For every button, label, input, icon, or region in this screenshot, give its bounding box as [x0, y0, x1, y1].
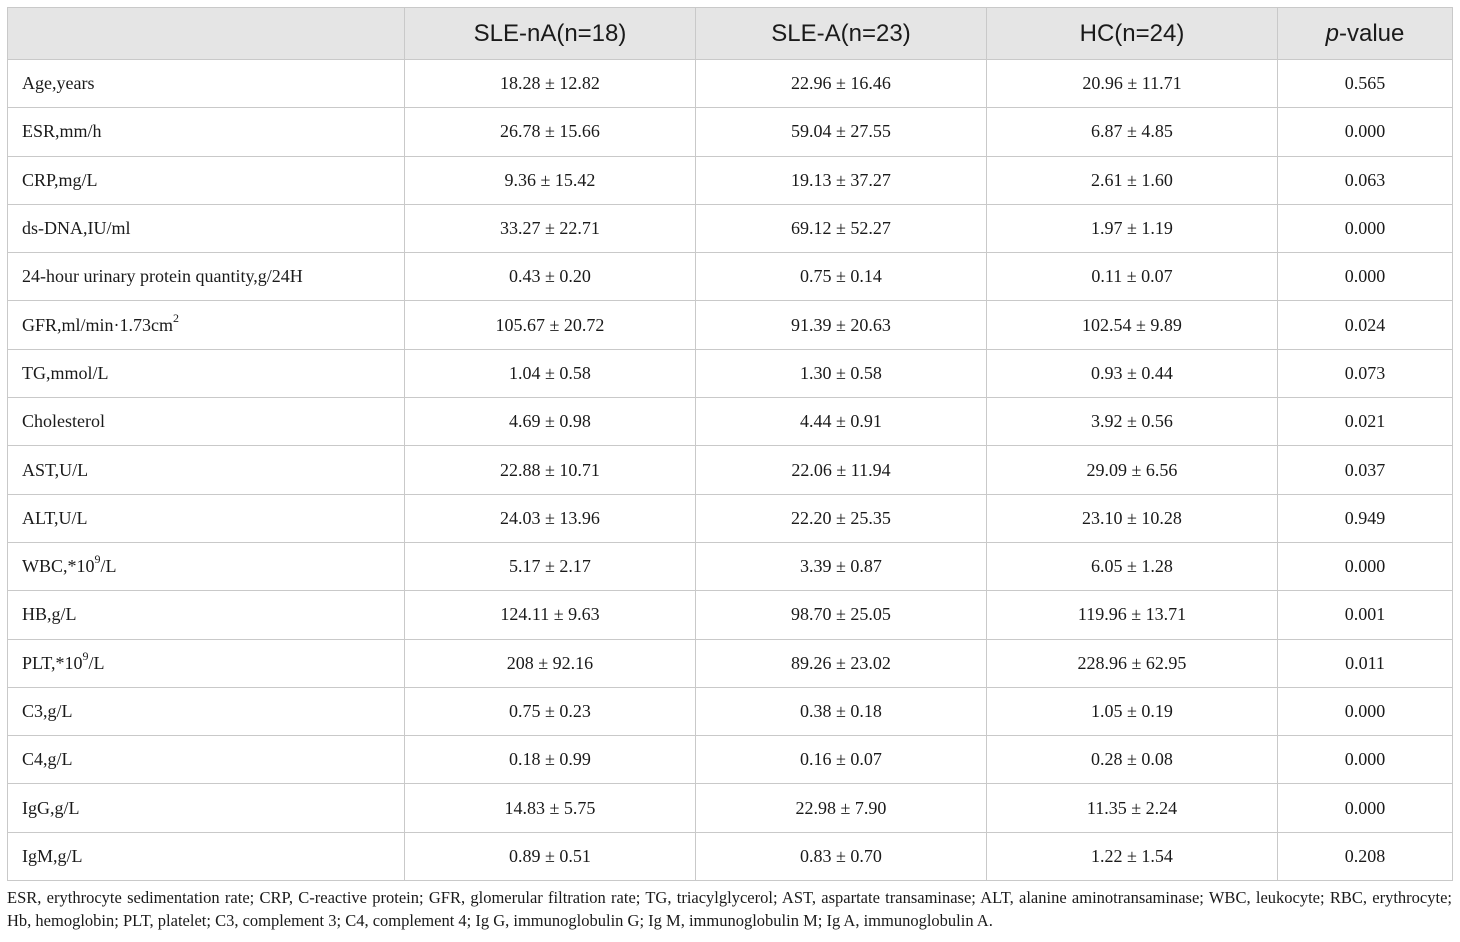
cell-hc: 1.05 ± 0.19: [987, 687, 1278, 735]
row-label-suffix: /L: [88, 652, 105, 673]
table-row: [8, 301, 1453, 349]
header-hc: HC(n=24): [987, 8, 1278, 60]
cell-hc: 228.96 ± 62.95: [987, 639, 1278, 687]
cell-sle-na: 22.88 ± 10.71: [405, 446, 696, 494]
cell-hc: 119.96 ± 13.71: [987, 591, 1278, 639]
cell-p-value: 0.000: [1278, 542, 1453, 590]
cell-hc: 6.05 ± 1.28: [987, 542, 1278, 590]
cell-sle-na: 18.28 ± 12.82: [405, 60, 696, 108]
row-label: [8, 108, 405, 156]
table-row: [8, 494, 1453, 542]
table-row: [8, 446, 1453, 494]
cell-sle-na: 14.83 ± 5.75: [405, 784, 696, 832]
cell-sle-a: 4.44 ± 0.91: [696, 398, 987, 446]
cell-sle-a: 3.39 ± 0.87: [696, 542, 987, 590]
row-label-text: IgG,g/L: [22, 797, 80, 818]
table-header: [8, 8, 1453, 60]
row-label: [8, 446, 405, 494]
cell-p-value: 0.000: [1278, 736, 1453, 784]
cell-sle-a: 59.04 ± 27.55: [696, 108, 987, 156]
row-label: [8, 494, 405, 542]
cell-p-value: 0.063: [1278, 156, 1453, 204]
table-row: [8, 736, 1453, 784]
row-label-text: AST,U/L: [22, 459, 89, 480]
cell-p-value: 0.001: [1278, 591, 1453, 639]
cell-p-value: 0.000: [1278, 108, 1453, 156]
cell-sle-a: 19.13 ± 37.27: [696, 156, 987, 204]
data-table: [7, 7, 1453, 881]
cell-sle-a: 22.20 ± 25.35: [696, 494, 987, 542]
cell-sle-a: 69.12 ± 52.27: [696, 204, 987, 252]
row-label-text: CRP,mg/L: [22, 169, 98, 190]
table-row: [8, 832, 1453, 880]
cell-sle-a: 0.75 ± 0.14: [696, 253, 987, 301]
header-blank: [8, 8, 405, 60]
row-label: [8, 398, 405, 446]
row-label-text: TG,mmol/L: [22, 362, 109, 383]
row-label-text: C4,g/L: [22, 749, 73, 770]
row-label-text: GFR,ml/min·1.73cm: [22, 314, 174, 335]
row-label-superscript: 9: [94, 552, 101, 567]
cell-sle-na: 33.27 ± 22.71: [405, 204, 696, 252]
cell-hc: 29.09 ± 6.56: [987, 446, 1278, 494]
row-label-text: ALT,U/L: [22, 507, 88, 528]
cell-hc: 1.97 ± 1.19: [987, 204, 1278, 252]
row-label-text: 24-hour urinary protein quantity,g/24H: [22, 266, 303, 287]
cell-sle-a: 0.83 ± 0.70: [696, 832, 987, 880]
table-row: [8, 639, 1453, 687]
table-footnote: ESR, erythrocyte sedimentation rate; CRP, C-reactive protein; GFR, glomerular filtration rate; TG, triacylglycerol; AST, aspartate transaminase; ALT, alanine aminotransaminase; WBC, leukocyte; RBC, erythrocyte; Hb, hemoglobin; PLT, platelet; C3, complement 3; C4, complement 4; Ig G, immunoglobulin G; Ig M, immunoglobulin M; Ig A, immunoglobulin A.: [7, 888, 1452, 930]
cell-sle-na: 9.36 ± 15.42: [405, 156, 696, 204]
cell-p-value: 0.000: [1278, 687, 1453, 735]
cell-p-value: 0.000: [1278, 253, 1453, 301]
row-label: [8, 591, 405, 639]
cell-sle-na: 1.04 ± 0.58: [405, 349, 696, 397]
cell-sle-na: 0.89 ± 0.51: [405, 832, 696, 880]
row-label-text: HB,g/L: [22, 604, 77, 625]
cell-sle-na: 208 ± 92.16: [405, 639, 696, 687]
table-row: [8, 204, 1453, 252]
cell-p-value: 0.021: [1278, 398, 1453, 446]
cell-p-value: 0.037: [1278, 446, 1453, 494]
row-label: [8, 832, 405, 880]
row-label-text: ds-DNA,IU/ml: [22, 218, 131, 239]
cell-sle-a: 0.38 ± 0.18: [696, 687, 987, 735]
cell-hc: 6.87 ± 4.85: [987, 108, 1278, 156]
cell-p-value: 0.000: [1278, 204, 1453, 252]
row-label-text: Age,years: [22, 73, 95, 94]
table-row: [8, 784, 1453, 832]
row-label-text: C3,g/L: [22, 701, 73, 721]
row-label: [8, 542, 405, 590]
row-label: [8, 60, 405, 108]
cell-hc: 0.28 ± 0.08: [987, 736, 1278, 784]
row-label: [8, 156, 405, 204]
row-label: [8, 301, 405, 349]
table-row: [8, 60, 1453, 108]
cell-sle-na: 24.03 ± 13.96: [405, 494, 696, 542]
cell-p-value: 0.000: [1278, 784, 1453, 832]
cell-sle-a: 0.16 ± 0.07: [696, 736, 987, 784]
table-body: [8, 60, 1453, 881]
row-label-text: ESR,mm/h: [22, 121, 102, 142]
cell-sle-na: 0.18 ± 0.99: [405, 736, 696, 784]
row-label-text: IgM,g/L: [22, 845, 83, 866]
cell-sle-a: 22.96 ± 16.46: [696, 60, 987, 108]
cell-sle-na: 5.17 ± 2.17: [405, 542, 696, 590]
cell-p-value: 0.024: [1278, 301, 1453, 349]
row-label-superscript: 9: [82, 648, 89, 663]
table-row: [8, 253, 1453, 301]
cell-sle-a: 22.98 ± 7.90: [696, 784, 987, 832]
cell-hc: 0.93 ± 0.44: [987, 349, 1278, 397]
cell-p-value: 0.565: [1278, 60, 1453, 108]
cell-sle-na: 0.43 ± 0.20: [405, 253, 696, 301]
row-label: [8, 687, 405, 735]
table-row: [8, 108, 1453, 156]
row-label: [8, 253, 405, 301]
table-row: [8, 398, 1453, 446]
table-row: [8, 156, 1453, 204]
table-row: [8, 349, 1453, 397]
row-label: [8, 784, 405, 832]
cell-sle-a: 91.39 ± 20.63: [696, 301, 987, 349]
cell-hc: 23.10 ± 10.28: [987, 494, 1278, 542]
cell-sle-na: 4.69 ± 0.98: [405, 398, 696, 446]
cell-hc: 20.96 ± 11.71: [987, 60, 1278, 108]
header-p-value: [1278, 8, 1453, 60]
cell-sle-a: 98.70 ± 25.05: [696, 591, 987, 639]
cell-hc: 2.61 ± 1.60: [987, 156, 1278, 204]
header-row: [8, 8, 1453, 60]
cell-p-value: 0.208: [1278, 832, 1453, 880]
cell-sle-na: 124.11 ± 9.63: [405, 591, 696, 639]
row-label-suffix: /L: [100, 556, 117, 577]
row-label-superscript: 2: [173, 310, 180, 325]
header-p-italic: p: [1325, 19, 1339, 47]
header-sle-a: SLE-A(n=23): [696, 8, 987, 60]
table-row: [8, 542, 1453, 590]
table-row: [8, 591, 1453, 639]
cell-sle-a: 22.06 ± 11.94: [696, 446, 987, 494]
row-label: [8, 736, 405, 784]
cell-hc: 3.92 ± 0.56: [987, 398, 1278, 446]
cell-p-value: 0.073: [1278, 349, 1453, 397]
row-label: [8, 639, 405, 687]
row-label-text: Cholesterol: [22, 411, 105, 432]
cell-hc: 102.54 ± 9.89: [987, 301, 1278, 349]
cell-p-value: 0.011: [1278, 639, 1453, 687]
row-label-text: PLT,*10: [22, 652, 83, 673]
cell-sle-a: 1.30 ± 0.58: [696, 349, 987, 397]
cell-hc: 1.22 ± 1.54: [987, 832, 1278, 880]
header-sle-na: SLE-nA(n=18): [405, 8, 696, 60]
cell-hc: 11.35 ± 2.24: [987, 784, 1278, 832]
header-p-rest: -value: [1338, 19, 1405, 47]
cell-sle-na: 26.78 ± 15.66: [405, 108, 696, 156]
row-label-text: WBC,*10: [22, 556, 95, 577]
cell-sle-na: 0.75 ± 0.23: [405, 687, 696, 735]
cell-sle-na: 105.67 ± 20.72: [405, 301, 696, 349]
row-label: [8, 204, 405, 252]
table-container: [7, 7, 1452, 881]
cell-hc: 0.11 ± 0.07: [987, 253, 1278, 301]
cell-sle-a: 89.26 ± 23.02: [696, 639, 987, 687]
cell-p-value: 0.949: [1278, 494, 1453, 542]
row-label: [8, 349, 405, 397]
table-row: [8, 687, 1453, 735]
